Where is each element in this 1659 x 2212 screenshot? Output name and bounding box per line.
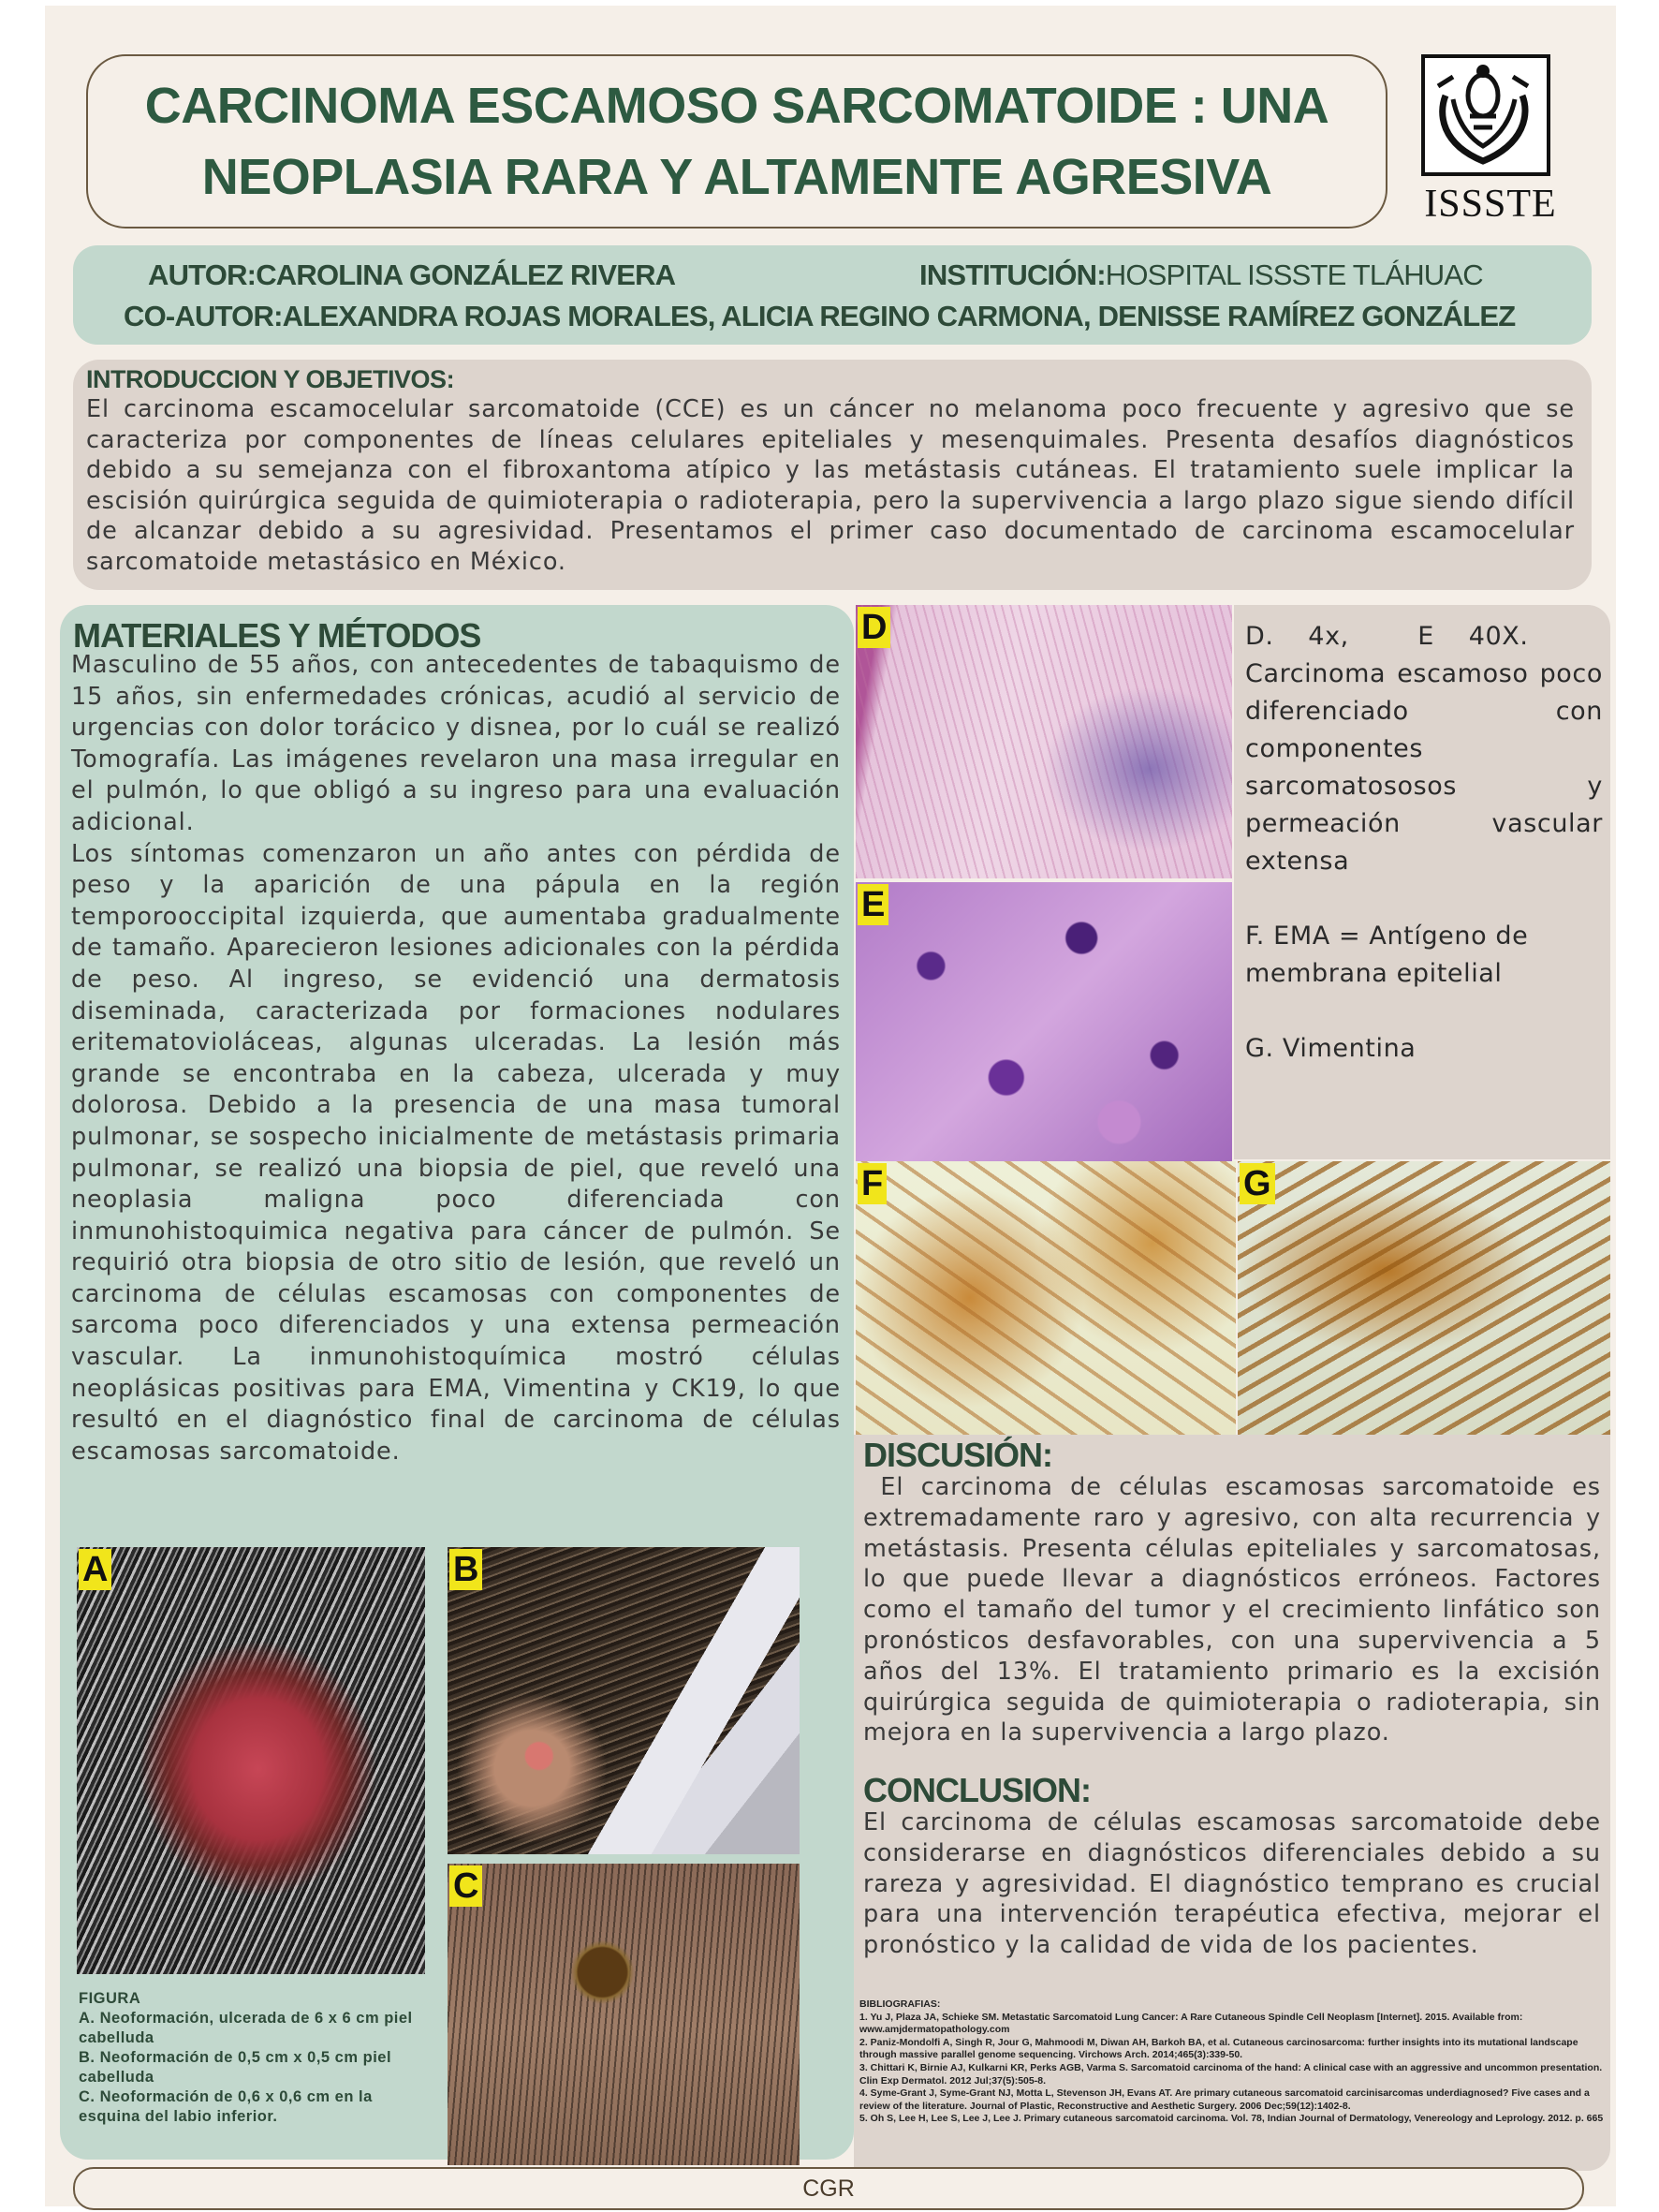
coauthors-label: CO-AUTOR: bbox=[124, 300, 283, 332]
coauthors-names: ALEXANDRA ROJAS MORALES, ALICIA REGINO CARMONA, DENISSE RAMÍREZ GONZÁLEZ bbox=[282, 300, 1516, 332]
footer-bar bbox=[73, 2167, 1584, 2210]
issste-emblem-icon bbox=[1421, 54, 1550, 176]
note-de-description: Carcinoma escamoso poco diferenciado con componentes sarcomatososos y permeación vascular extensa bbox=[1245, 659, 1603, 876]
author-name: CAROLINA GONZÁLEZ RIVERA bbox=[256, 258, 676, 291]
conclusion-heading: CONCLUSION: bbox=[863, 1771, 1091, 1809]
figure-label-g: G bbox=[1240, 1163, 1275, 1204]
reference-item: 3. Chittari K, Birnie AJ, Kulkarni KR, Perks AGB, Varma S. Sarcomatoid carcinoma of the hand: A clinical case with an aggressive and uncommon presentation. Clin Exp Dermatol. 2012 Jul;37(5):505-8. bbox=[859, 2061, 1603, 2087]
introduction-section bbox=[73, 360, 1592, 590]
institution-line bbox=[919, 258, 1483, 292]
note-g: G. Vimentina bbox=[1245, 1034, 1417, 1063]
figure-label-b: B bbox=[449, 1549, 482, 1590]
reference-item: 5. Oh S, Lee H, Lee S, Lee J, Lee J. Primary cutaneous sarcomatoid carcinoma. Vol. 78, Indian Journal of Dermatology, Venereology and Leprology. 2012. p. 665 bbox=[859, 2113, 1604, 2125]
discussion-text: El carcinoma de células escamosas sarcomatoide es extremadamente raro y agresivo, con alta recurrencia y metástasis. Presenta células epiteliales y sarcomatosas, lo que puede llevar a diagnósticos erróneos. Factores como el tamaño del tumor y el crecimiento linfático son pronósticos desfavorables, con una supervivencia a 5 años del 13%. El tratamiento primario es la excisión quirúrgica seguida de quimioterapia o radioterapia, sin mejora en la supervivencia a largo plazo. bbox=[863, 1473, 1610, 1747]
histology-e-40x bbox=[856, 882, 1232, 1161]
coauthors-line bbox=[124, 300, 1515, 333]
figure-label-f: F bbox=[858, 1163, 887, 1204]
reference-item: 4. Syme-Grant J, Syme-Grant NJ, Motta L, Stevenson JH, Evans AT. Are primary cutaneous sarcomatoid carcinisarcomas underdiagnosed? Five cases and a review of the literature. Journal of Plastic, Reconstructive and Aesthetic Surgery. 2006 Dec;59(12):1402-8. bbox=[859, 2087, 1590, 2112]
histology-notes bbox=[1234, 605, 1610, 1159]
methods-paragraph-2: Los síntomas comenzaron un año antes con pérdida de peso y la aparición de una pápula en la región temporooccipital izquierda, que aumentaba gradualmente de tamaño. Aparecieron lesiones adicionales con la pérdida de peso. Al ingreso, se evidenció una dermatosis diseminada, caracterizada por formaciones nodulares eritematovioláceas, algunas ulceradas. La lesión más grande se encontraba en la cabeza, ulcerada y muy dolorosa. Debido a la presencia de una masa tumoral pulmonar, se sospecho inicialmente de metástasis primaria pulmonar, se realizó una biopsia de piel, que reveló una neoplasia maligna poco diferenciada con inmunohistoquimica negativa para cáncer de pulmón. Se requirió otra biopsia de otro sitio de lesión, que reveló un carcinoma de células escamosas con componentes de sarcoma poco diferenciados y una extensa permeación vascular. La inmunohistoquímica mostró células neoplásicas positivas para EMA, Vimentina y CK19, lo que resultó en el diagnóstico final de carcinoma de células escamosas sarcomatoide. bbox=[71, 839, 841, 1466]
poster-title-line-1: CARCINOMA ESCAMOSO SARCOMATOIDE : UNA bbox=[144, 78, 1329, 134]
note-f: F. EMA = Antígeno de membrana epitelial bbox=[1245, 922, 1529, 988]
institution-label: INSTITUCIÓN: bbox=[919, 258, 1106, 291]
poster-title-line-2: NEOPLASIA RARA Y ALTAMENTE AGRESIVA bbox=[201, 149, 1272, 205]
histology-g-vimentin bbox=[1238, 1161, 1610, 1435]
figure-caption-title: FIGURA bbox=[79, 1990, 141, 2007]
caption-c-label: C. bbox=[79, 2088, 95, 2105]
photo-a-scalp-lesion bbox=[77, 1547, 425, 1974]
figure-label-a: A bbox=[79, 1549, 111, 1590]
caption-c-text: Neoformación de 0,6 x 0,6 cm en la esquina del labio inferior. bbox=[79, 2088, 373, 2125]
histology-f-ema bbox=[856, 1161, 1236, 1435]
institution-name: HOSPITAL ISSSTE TLÁHUAC bbox=[1105, 258, 1483, 291]
figure-caption-c bbox=[79, 2087, 434, 2127]
figure-label-c: C bbox=[449, 1865, 482, 1907]
issste-logo bbox=[1412, 54, 1569, 226]
reference-item: 1. Yu J, Plaza JA, Schieke SM. Metastatic Sarcomatoid Lung Cancer: A Rare Cutaneous Spindle Cell Neoplasm [Internet]. 2015. Available from: www.amjdermatopathology.com bbox=[859, 2011, 1523, 2036]
title-banner bbox=[86, 54, 1387, 229]
photo-c-lip-lesion bbox=[448, 1864, 800, 2165]
logo-text: ISSSTE bbox=[1424, 183, 1557, 226]
figure-caption bbox=[79, 1989, 434, 2127]
histology-d-4x bbox=[856, 605, 1232, 878]
caption-b-label: B. bbox=[79, 2049, 95, 2066]
introduction-heading: INTRODUCCION Y OBJETIVOS: bbox=[86, 365, 455, 393]
figure-caption-b bbox=[79, 2048, 434, 2087]
authors-banner bbox=[73, 245, 1592, 345]
references-heading: BIBLIOGRAFIAS: bbox=[859, 1998, 941, 2010]
photo-b-scalp-nodule bbox=[448, 1547, 800, 1854]
reference-item: 2. Paniz-Mondolfi A, Singh R, Jour G, Mahmoodi M, Diwan AH, Barkoh BA, et al. Cutaneous carcinosarcoma: further insights into its mutational landscape through massive parallel genome sequencing. Virchows Arch. 2014;465(3):339-50. bbox=[859, 2036, 1578, 2061]
conclusion-text: El carcinoma de células escamosas sarcomatoide debe considerarse en diagnósticos diferenciales debido a su rareza y agresividad. El diagnóstico temprano es crucial para una intervención terapéutica efectiva, mejorar el pronóstico y la calidad de vida de los pacientes. bbox=[863, 1808, 1601, 1960]
figure-label-d: D bbox=[858, 607, 890, 648]
figure-caption-a bbox=[79, 2009, 434, 2048]
conclusion-section bbox=[863, 1771, 1601, 1961]
note-de-magnification: D. 4x, E 40X. bbox=[1245, 622, 1529, 651]
footer-text: CGR bbox=[802, 2175, 855, 2202]
methods-heading: MATERIALES Y MÉTODOS bbox=[73, 616, 481, 655]
methods-body bbox=[71, 650, 841, 1467]
introduction-text: El carcinoma escamocelular sarcomatoide (CCE) es un cáncer no melanoma poco frecuente y agresivo que se caracteriza por componentes de líneas celulares epiteliales y mesenquimales. Presenta desafíos diagnósticos debido a su semejanza con el fibroxantoma atípico y las metástasis cutáneas. El tratamiento suele implicar la escisión quirúrgica seguida de quimioterapia o radioterapia, pero la supervivencia a largo plazo sigue siendo difícil de alcanzar debido a su agresividad. Presentamos el primer caso documentado de carcinoma escamocelular sarcomatoide metastásico en México. bbox=[86, 395, 1575, 576]
author-line bbox=[148, 258, 675, 292]
caption-a-text: Neoformación, ulcerada de 6 x 6 cm piel cabelluda bbox=[79, 2010, 413, 2046]
discussion-heading: DISCUSIÓN: bbox=[863, 1436, 1053, 1474]
figure-label-e: E bbox=[858, 884, 888, 925]
references bbox=[859, 1998, 1608, 2126]
caption-b-text: Neoformación de 0,5 cm x 0,5 cm piel cabelluda bbox=[79, 2049, 392, 2086]
caption-a-label: A. bbox=[79, 2010, 95, 2027]
author-label: AUTOR: bbox=[148, 258, 257, 291]
methods-paragraph-1: Masculino de 55 años, con antecedentes de tabaquismo de 15 años, sin enfermedades crónicas, acudió al servicio de urgencias con dolor torácico y disnea, por lo cuál se realizó Tomografía. Las imágenes revelaron una masa irregular en el pulmón, lo que obligó a su ingreso para una evaluación adicional. bbox=[71, 651, 841, 836]
